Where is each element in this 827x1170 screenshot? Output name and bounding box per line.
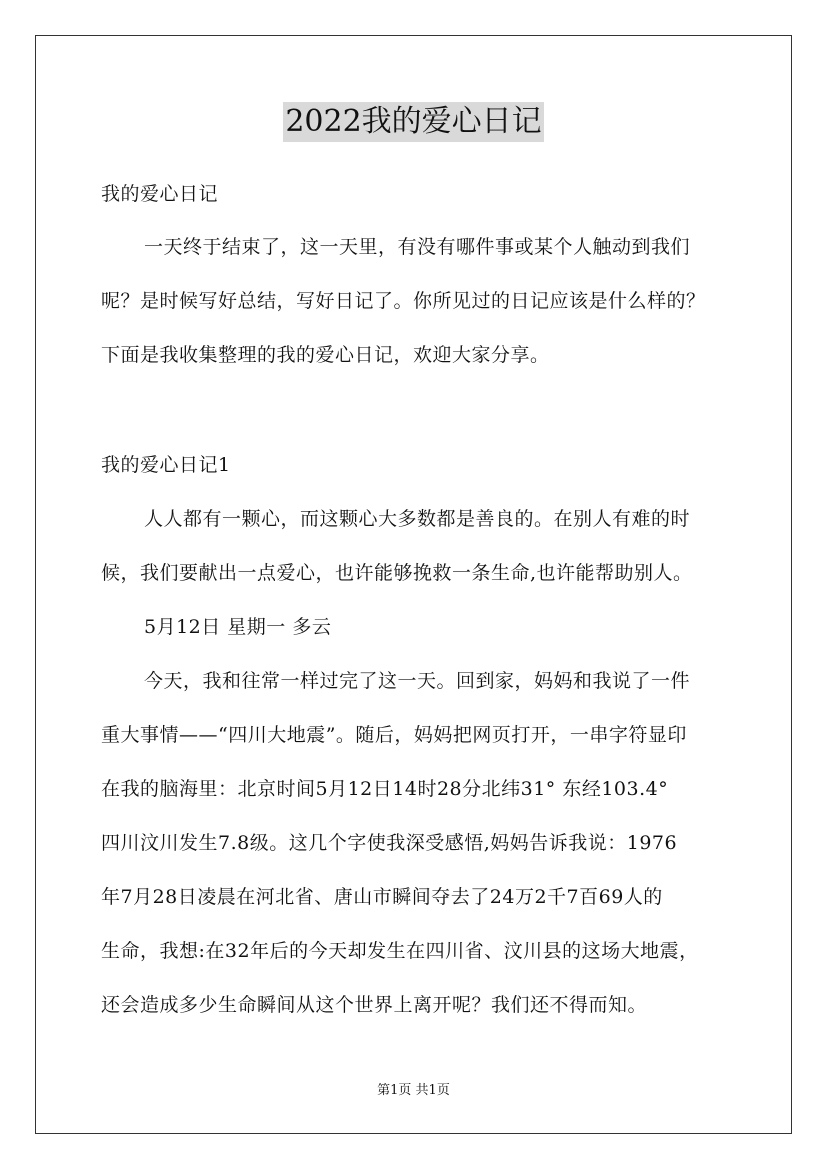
para2-line-2: 重大事情——“四川大地震”。随后，妈妈把网页打开，一串字符显印	[101, 724, 687, 746]
para2-line-5: 年7月28日凌晨在河北省、唐山市瞬间夺去了24万2千7百69人的	[101, 886, 663, 908]
para2-line-7: 还会造成多少生命瞬间从这个世界上离开呢？我们还不得而知。	[101, 994, 648, 1016]
para2-line-1: 今天，我和往常一样过完了这一天。回到家，妈妈和我说了一件	[144, 670, 691, 692]
document-title: 2022我的爱心日记	[0, 101, 827, 142]
section-heading: 我的爱心日记1	[101, 454, 231, 476]
intro-line-3: 下面是我收集整理的我的爱心日记，欢迎大家分享。	[101, 344, 550, 366]
para2-line-4: 四川汶川发生7.8级。这几个字使我深受感悟,妈妈告诉我说：1976	[101, 832, 678, 854]
para1-line-1: 人人都有一颗心，而这颗心大多数都是善良的。在别人有难的时	[144, 508, 691, 530]
date-line: 5月12日 星期一 多云	[144, 616, 332, 638]
intro-line-2: 呢？是时候写好总结，写好日记了。你所见过的日记应该是什么样的？	[101, 290, 706, 312]
para2-line-3: 在我的脑海里：北京时间5月12日14时28分北纬31° 东经103.4°	[101, 778, 669, 800]
para2-line-6: 生命，我想:在32年后的今天却发生在四川省、汶川县的这场大地震，	[101, 940, 699, 962]
page-number: 第1页 共1页	[377, 1083, 450, 1098]
para1-line-2: 候，我们要献出一点爱心，也许能够挽救一条生命,也许能帮助别人。	[101, 562, 693, 584]
intro-line-1: 一天终于结束了，这一天里，有没有哪件事或某个人触动到我们	[144, 236, 691, 258]
subtitle: 我的爱心日记	[101, 183, 219, 205]
